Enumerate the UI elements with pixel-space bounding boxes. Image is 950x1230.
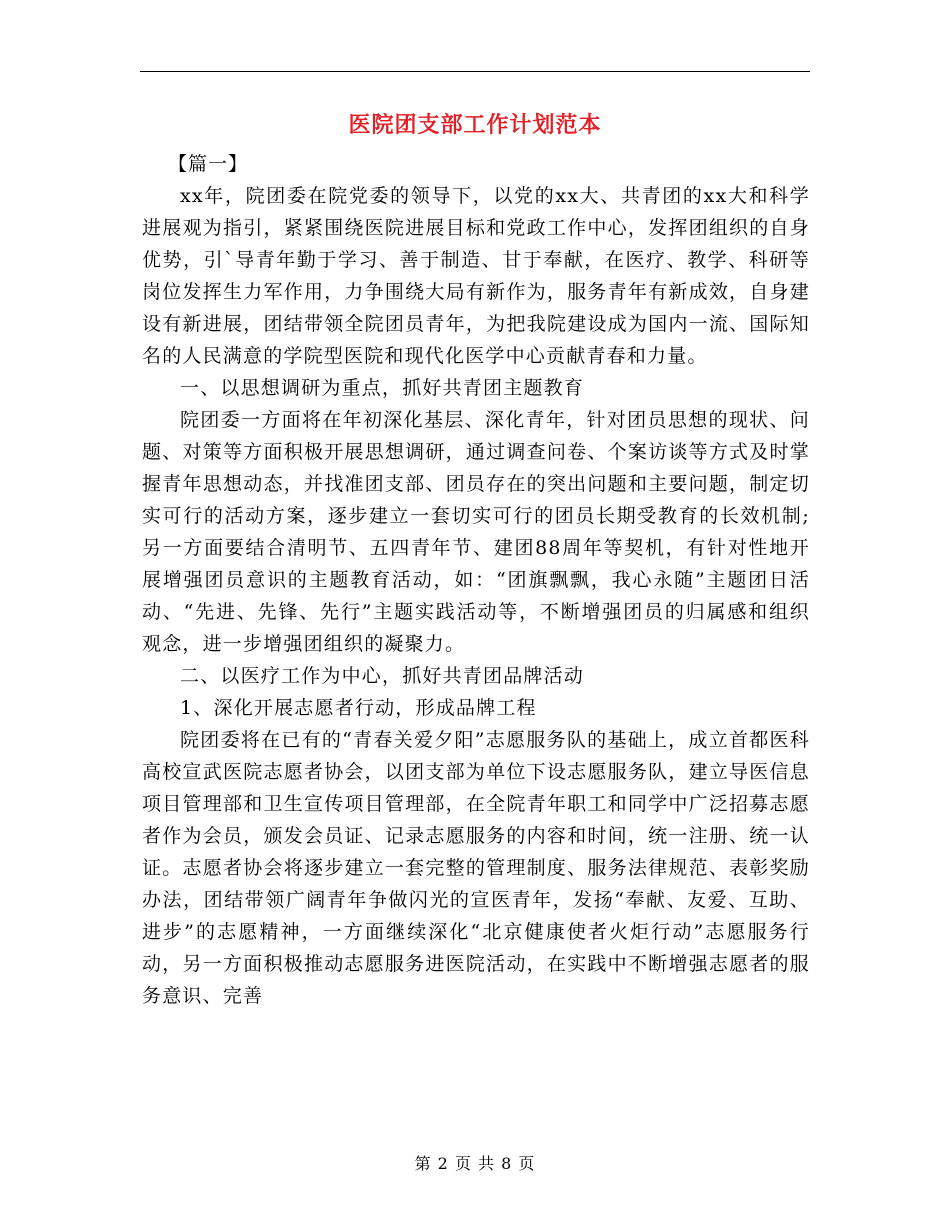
subheading-2-1: 1、深化开展志愿者行动，形成品牌工程 [180, 697, 537, 719]
document-body [142, 180, 810, 1012]
paragraph-section-2-1: 院团委将在已有的“青春关爱夕阳”志愿服务队的基础上，成立首都医科高校宣武医院志愿者协会，以团支部为单位下设志愿服务队，建立导医信息项目管理部和卫生宣传项目管理部，在全院青年职工和同学中广泛招募志愿者作为会员，颁发会员证、记录志愿服务的内容和时间，统一注册、统一认证。志愿者协会将逐步建立一套完整的管理制度、服务法律规范、表彰奖励办法，团结带领广阔青年争做闪光的宣医青年，发扬“奉献、友爱、互助、进步”的志愿精神，一方面继续深化“北京健康使者火炬行动”志愿服务行动，另一方面积极推动志愿服务进医院活动，在实践中不断增强志愿者的服务意识、完善 [142, 729, 810, 1007]
document-title: 医院团支部工作计划范本 [348, 112, 602, 138]
heading-section-1: 一、以思想调研为重点，抓好共青团主题教育 [180, 377, 585, 399]
header-rule [140, 71, 810, 72]
paragraph-section-1: 院团委一方面将在年初深化基层、深化青年，针对团员思想的现状、问题、对策等方面积极开展思想调研，通过调查问卷、个案访谈等方式及时掌握青年思想动态，并找准团支部、团员存在的突出问题和主要问题，制定切实可行的活动方案，逐步建立一套切实可行的团员长期受教育的长效机制;另一方面要结合清明节、五四青年节、建团88周年等契机，有针对性地开展增强团员意识的主题教育活动，如：“团旗飘飘，我心永随”主题团日活动、“先进、先锋、先行”主题实践活动等，不断增强团员的归属感和组织观念，进一步增强团组织的凝聚力。 [142, 409, 810, 655]
page-footer: 第 2 页 共 8 页 [414, 1154, 536, 1173]
heading-section-2: 二、以医疗工作为中心，抓好共青团品牌活动 [180, 665, 585, 687]
paragraph-intro: xx年，院团委在院党委的领导下，以党的xx大、共青团的xx大和科学进展观为指引，紧紧围绕医院进展目标和党政工作中心，发挥团组织的自身优势，引`导青年勤于学习、善于制造、甘于奉献，在医疗、教学、科研等岗位发挥生力军作用，力争围绕大局有新作为，服务青年有新成效，自身建设有新进展，团结带领全院团员青年，为把我院建设成为国内一流、国际知名的人民满意的学院型医院和现代化医学中心贡献青春和力量。 [142, 185, 810, 367]
section-tag: 【篇一】 [168, 153, 249, 175]
